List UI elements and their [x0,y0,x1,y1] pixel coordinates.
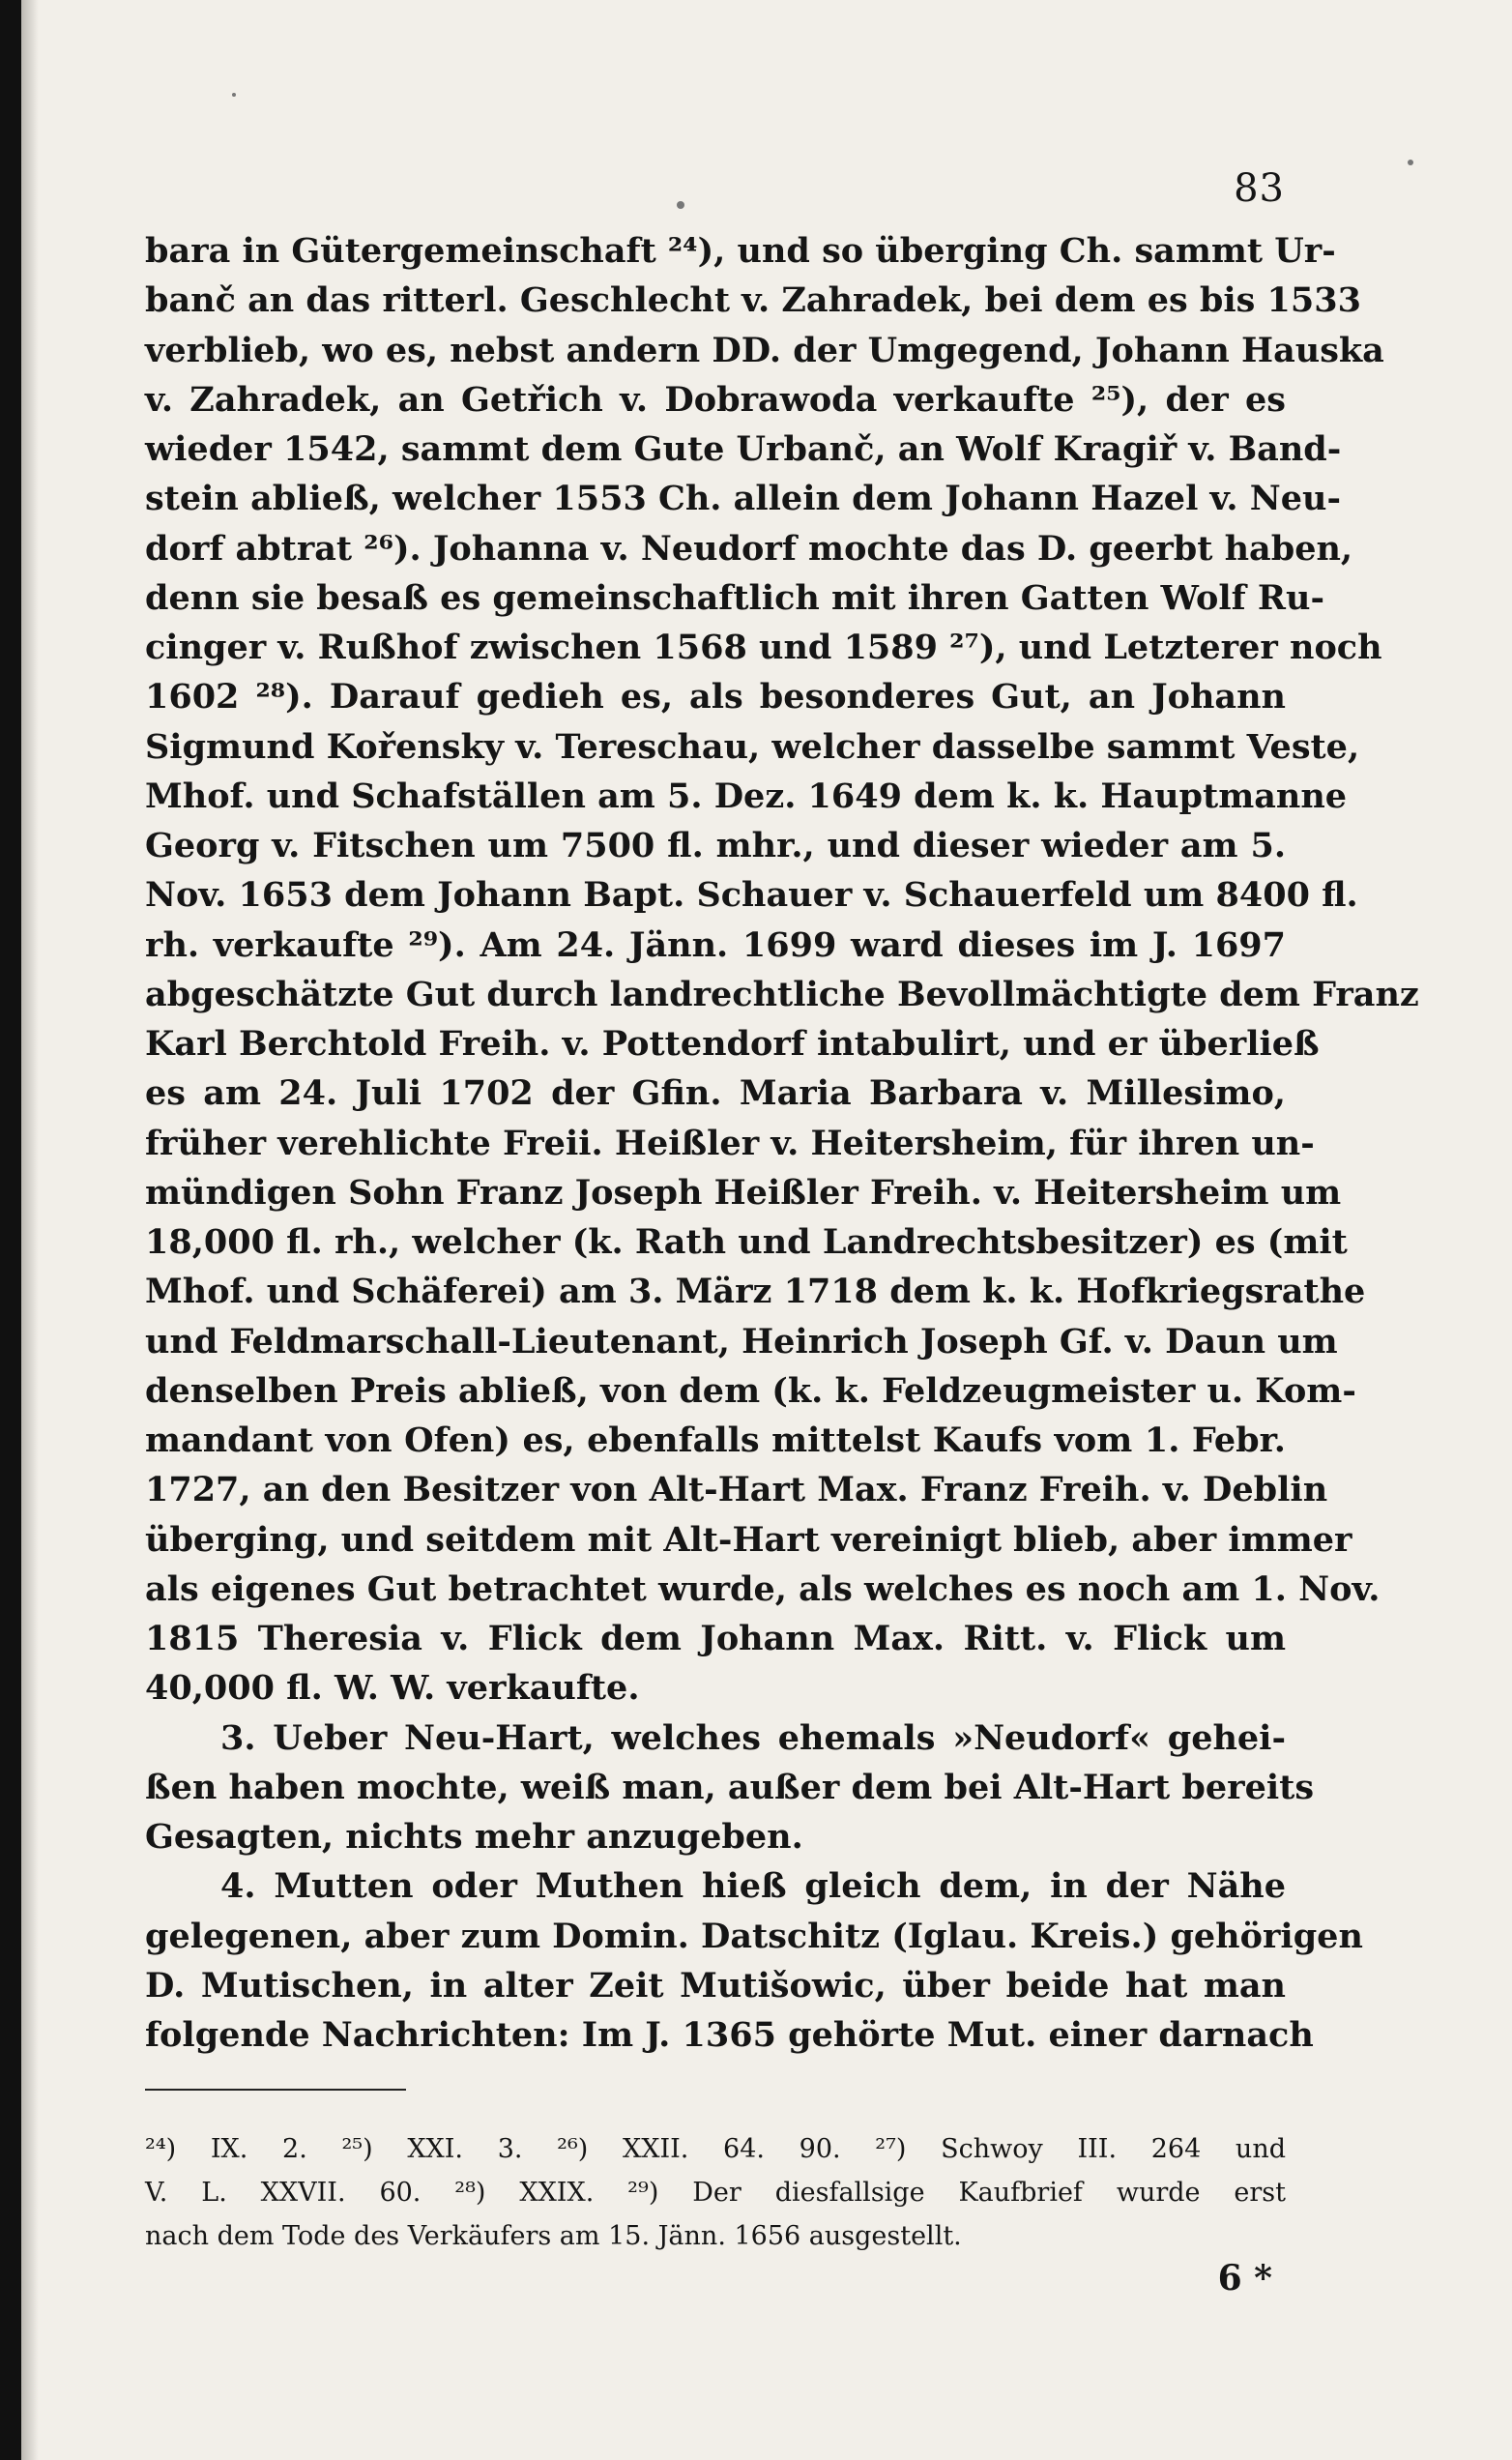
text-line: Mhof. und Schafställen am 5. Dez. 1649 dem k. k. Hauptmanne [145,776,1348,816]
text-line: verblieb, wo es, nebst andern DD. der Umgegend, Johann Hauska [145,330,1384,370]
text-line: abgeschätzte Gut durch landrechtliche Bevollmächtigte dem Franz [145,974,1419,1014]
text-line: früher verehlichte Freii. Heißler v. Heitersheim, für ihren un- [145,1123,1315,1163]
text-line: dorf abtrat ²⁶). Johanna v. Neudorf mochte das D. geerbt haben, [145,528,1353,569]
scan-border [0,0,21,2460]
main-text [145,226,1419,2060]
text-line: als eigenes Gut betrachtet wurde, als welches es noch am 1. Nov. [145,1568,1381,1609]
text-line: 1602 ²⁸). Darauf gedieh es, als besonderes Gut, an Johann [145,677,1286,718]
text-line: mündigen Sohn Franz Joseph Heißler Freih. v. Heitersheim um [145,1172,1342,1213]
speck [1408,160,1413,165]
scan-border-shadow [21,0,39,2460]
text-line: gelegenen, aber zum Domin. Datschitz (Iglau. Kreis.) gehörigen [145,1916,1363,1956]
text-line: cinger v. Rußhof zwischen 1568 und 1589 ²⁷), und Letzterer noch [145,628,1382,667]
footnote-line: ²⁴) IX. 2. ²⁵) XXI. 3. ²⁶) XXII. 64. 90. ²⁷) Schwoy III. 264 und [145,2134,1286,2164]
speck [232,93,236,97]
text-line: D. Mutischen, in alter Zeit Mutišowic, über beide hat man [145,1965,1286,2006]
text-line: 18,000 fl. rh., welcher (k. Rath und Landrechtsbesitzer) es (mit [145,1222,1348,1262]
text-line: 3. Ueber Neu-Hart, welches ehemals »Neudorf« gehei- [220,1717,1286,1758]
page-number: 83 [1234,166,1285,211]
text-line: denn sie besaß es gemeinschaftlich mit ihren Gatten Wolf Ru- [145,577,1324,618]
footnotes [145,2127,1286,2258]
text-line: überging, und seitdem mit Alt-Hart vereinigt blieb, aber immer [145,1519,1352,1560]
signature-mark: 6 * [1217,2258,1272,2299]
footnote-line: V. L. XXVII. 60. ²⁸) XXIX. ²⁹) Der diesfallsige Kaufbrief wurde erst [145,2178,1286,2208]
text-line: v. Zahradek, an Getřich v. Dobrawoda verkaufte ²⁵), der es [145,379,1286,420]
text-line: 40,000 fl. W. W. verkaufte. [145,1668,640,1709]
text-line: 1727, an den Besitzer von Alt-Hart Max. Franz Freih. v. Deblin [145,1470,1328,1510]
text-line: Mhof. und Schäferei) am 3. März 1718 dem k. k. Hofkriegsrathe [145,1272,1366,1312]
text-line: Nov. 1653 dem Johann Bapt. Schauer v. Schauerfeld um 8400 fl. [145,875,1358,916]
text-line: stein abließ, welcher 1553 Ch. allein dem Johann Hazel v. Neu- [145,479,1341,519]
text-line: 1815 Theresia v. Flick dem Johann Max. Ritt. v. Flick um [145,1619,1286,1658]
text-line: wieder 1542, sammt dem Gute Urbanč, an Wolf Kragiř v. Band- [145,429,1342,469]
text-line: bara in Gütergemeinschaft ²⁴), und so überging Ch. sammt Ur- [145,231,1336,271]
text-line: und Feldmarschall-Lieutenant, Heinrich Joseph Gf. v. Daun um [145,1321,1338,1362]
text-line: es am 24. Juli 1702 der Gfin. Maria Barbara v. Millesimo, [145,1073,1286,1114]
text-line: ßen haben mochte, weiß man, außer dem bei Alt-Hart bereits [145,1767,1315,1807]
text-line: denselben Preis abließ, von dem (k. k. Feldzeugmeister u. Kom- [145,1370,1356,1411]
text-line: Karl Berchtold Freih. v. Pottendorf intabulirt, und er überließ [145,1024,1320,1064]
text-line: 4. Mutten oder Muthen hieß gleich dem, in der Nähe [220,1866,1286,1907]
text-line: rh. verkaufte ²⁹). Am 24. Jänn. 1699 ward dieses im J. 1697 [145,924,1286,965]
footnote-line: nach dem Tode des Verkäufers am 15. Jänn. 1656 ausgestellt. [145,2221,962,2251]
text-line: mandant von Ofen) es, ebenfalls mittelst Kaufs vom 1. Febr. [145,1420,1286,1460]
footnote-rule [145,2089,406,2091]
speck [677,201,684,209]
text-line: Gesagten, nichts mehr anzugeben. [145,1817,803,1857]
text-line: Georg v. Fitschen um 7500 fl. mhr., und dieser wieder am 5. [145,826,1286,865]
text-line: folgende Nachrichten: Im J. 1365 gehörte Mut. einer darnach [145,2015,1314,2055]
text-line: banč an das ritterl. Geschlecht v. Zahradek, bei dem es bis 1533 [145,280,1361,321]
text-line: Sigmund Kořensky v. Tereschau, welcher dasselbe sammt Veste, [145,726,1360,767]
